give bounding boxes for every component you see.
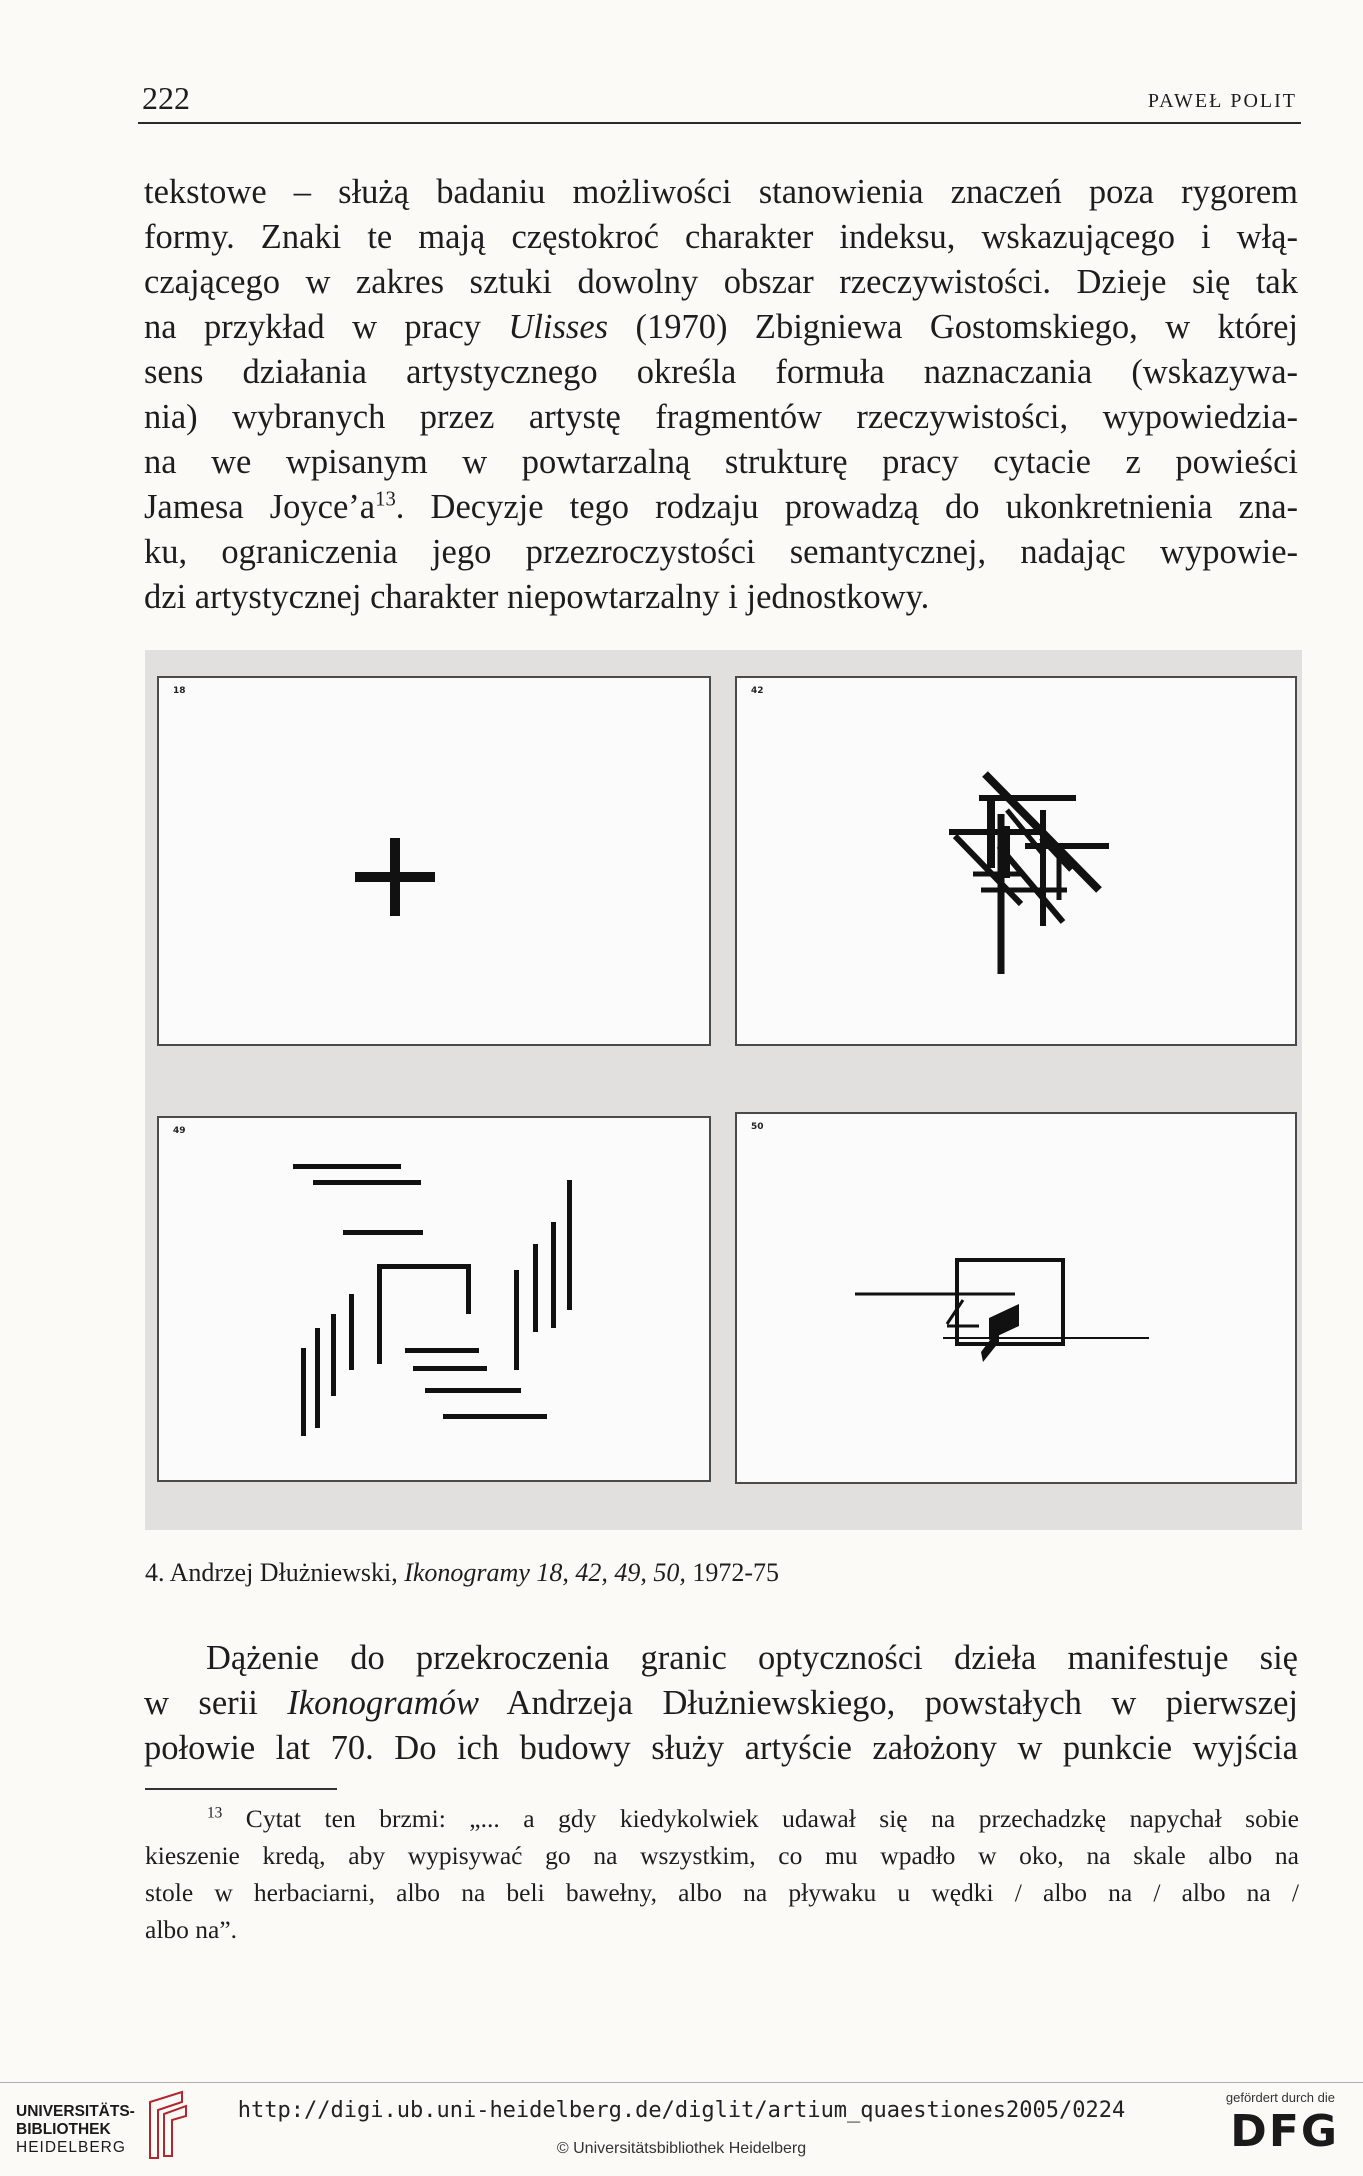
funding-note: gefördert durch die bbox=[1225, 2090, 1335, 2105]
library-name-line: BIBLIOTHEK bbox=[16, 2121, 111, 2138]
footnote-rule bbox=[145, 1788, 337, 1790]
footnote-line bbox=[145, 1800, 1299, 1837]
text-fragment: Jamesa Joyce’a bbox=[144, 488, 376, 526]
library-name-line: UNIVERSITÄTS- bbox=[16, 2103, 135, 2120]
text-fragment: na przykład bbox=[144, 308, 325, 346]
ikonogram-42-drawing bbox=[737, 678, 1299, 1048]
panel-number: 49 bbox=[173, 1126, 186, 1136]
text-line bbox=[144, 485, 1298, 530]
body-paragraph-1 bbox=[144, 170, 1298, 620]
running-header-author: PAWEŁ POLIT bbox=[1147, 90, 1297, 112]
caption-title: Ikonogramy 18, 42, 49, 50, bbox=[404, 1558, 686, 1587]
footnote-reference[interactable]: 13 bbox=[375, 488, 396, 511]
text-line: Dążenie do przekroczenia granic optyczności dzieła manifestuje się bbox=[206, 1639, 1298, 1677]
text-line: dzi artystycznej charakter niepowtarzalny i jednostkowy. bbox=[144, 578, 930, 616]
text-line: połowie lat 70. Do ich budowy służy artyście założony w punkcie wyjścia bbox=[144, 1729, 1298, 1767]
dfg-logo: DFG bbox=[1230, 2106, 1339, 2157]
footnote bbox=[145, 1800, 1299, 1948]
body-paragraph-2 bbox=[144, 1636, 1298, 1771]
series-title: Ikonogramów bbox=[287, 1684, 479, 1722]
header-rule bbox=[138, 122, 1301, 124]
text-line bbox=[144, 1681, 1298, 1726]
footnote-line: kieszenie kredą, aby wypisywać go na wszystkim, co mu wpadło w oko, na skale albo na bbox=[145, 1841, 1299, 1870]
text-line bbox=[144, 305, 1298, 350]
text-line: tekstowe – służą badaniu możliwości stanowienia znaczeń poza rygorem bbox=[144, 173, 1298, 211]
work-title: Ulisses bbox=[508, 308, 609, 346]
panel-number: 18 bbox=[173, 686, 186, 696]
ikonogram-panel-50 bbox=[735, 1112, 1297, 1484]
footnote-line: albo na”. bbox=[145, 1915, 238, 1944]
text-line: sens działania artystycznego określa formuła naznaczania (wskazywa- bbox=[144, 353, 1298, 391]
ikonogram-panel-42 bbox=[735, 676, 1297, 1046]
footnote-line: stole w herbaciarni, albo na beli bawełny, albo na pływaku u wędki / albo na / albo na / bbox=[145, 1878, 1299, 1907]
text-line: czającego w zakres sztuki dowolny obszar rzeczywistości. Dzieje się tak bbox=[144, 263, 1298, 301]
ikonogram-panel-49 bbox=[157, 1116, 711, 1482]
text-line: ku, ograniczenia jego przezroczystości semantycznej, nadając wypowie- bbox=[144, 533, 1298, 571]
ikonogram-panel-18 bbox=[157, 676, 711, 1046]
footer-rule bbox=[0, 2082, 1363, 2083]
page-number: 222 bbox=[142, 80, 190, 116]
text-fragment: Andrzeja Dłużniewskiego, powstałych w pierwszej bbox=[478, 1684, 1298, 1722]
text-line: na we wpisanym w powtarzalną strukturę pracy cytacie z powieści bbox=[144, 443, 1298, 481]
ikonogram-18-drawing bbox=[159, 678, 713, 1048]
library-name-line: HEIDELBERG bbox=[16, 2139, 126, 2156]
footnote-number: 13 bbox=[207, 1804, 223, 1822]
text-line: nia) wybranych przez artystę fragmentów rzeczywistości, wypowiedzia- bbox=[144, 398, 1298, 436]
text-fragment: w pracy bbox=[352, 308, 509, 346]
ikonogram-49-drawing bbox=[159, 1118, 713, 1484]
text-fragment: (1970) Zbigniewa Gostomskiego, w której bbox=[635, 308, 1298, 346]
panel-number: 42 bbox=[751, 686, 764, 696]
panel-number: 50 bbox=[751, 1122, 764, 1132]
figure-plate bbox=[145, 650, 1302, 1530]
text-fragment: . Decyzje tego rodzaju prowadzą do ukonkretnienia zna- bbox=[395, 488, 1298, 526]
document-url-link[interactable]: http://digi.ub.uni-heidelberg.de/diglit/artium_quaestiones2005/0224 bbox=[237, 2098, 1126, 2123]
caption-date: 1972-75 bbox=[685, 1558, 780, 1587]
caption-prefix: 4. Andrzej Dłużniewski, bbox=[145, 1558, 405, 1587]
ikonogram-50-drawing bbox=[737, 1114, 1299, 1486]
text-fragment: w serii bbox=[144, 1684, 288, 1722]
text-line: formy. Znaki te mają częstokroć charakter indeksu, wskazującego i włą- bbox=[144, 218, 1298, 256]
figure-caption bbox=[145, 1558, 779, 1588]
copyright-notice: © Universitätsbibliothek Heidelberg bbox=[556, 2140, 807, 2157]
footnote-text: Cytat ten brzmi: „... a gdy kiedykolwiek udawał się na przechadzkę napychał sobie bbox=[222, 1804, 1299, 1833]
